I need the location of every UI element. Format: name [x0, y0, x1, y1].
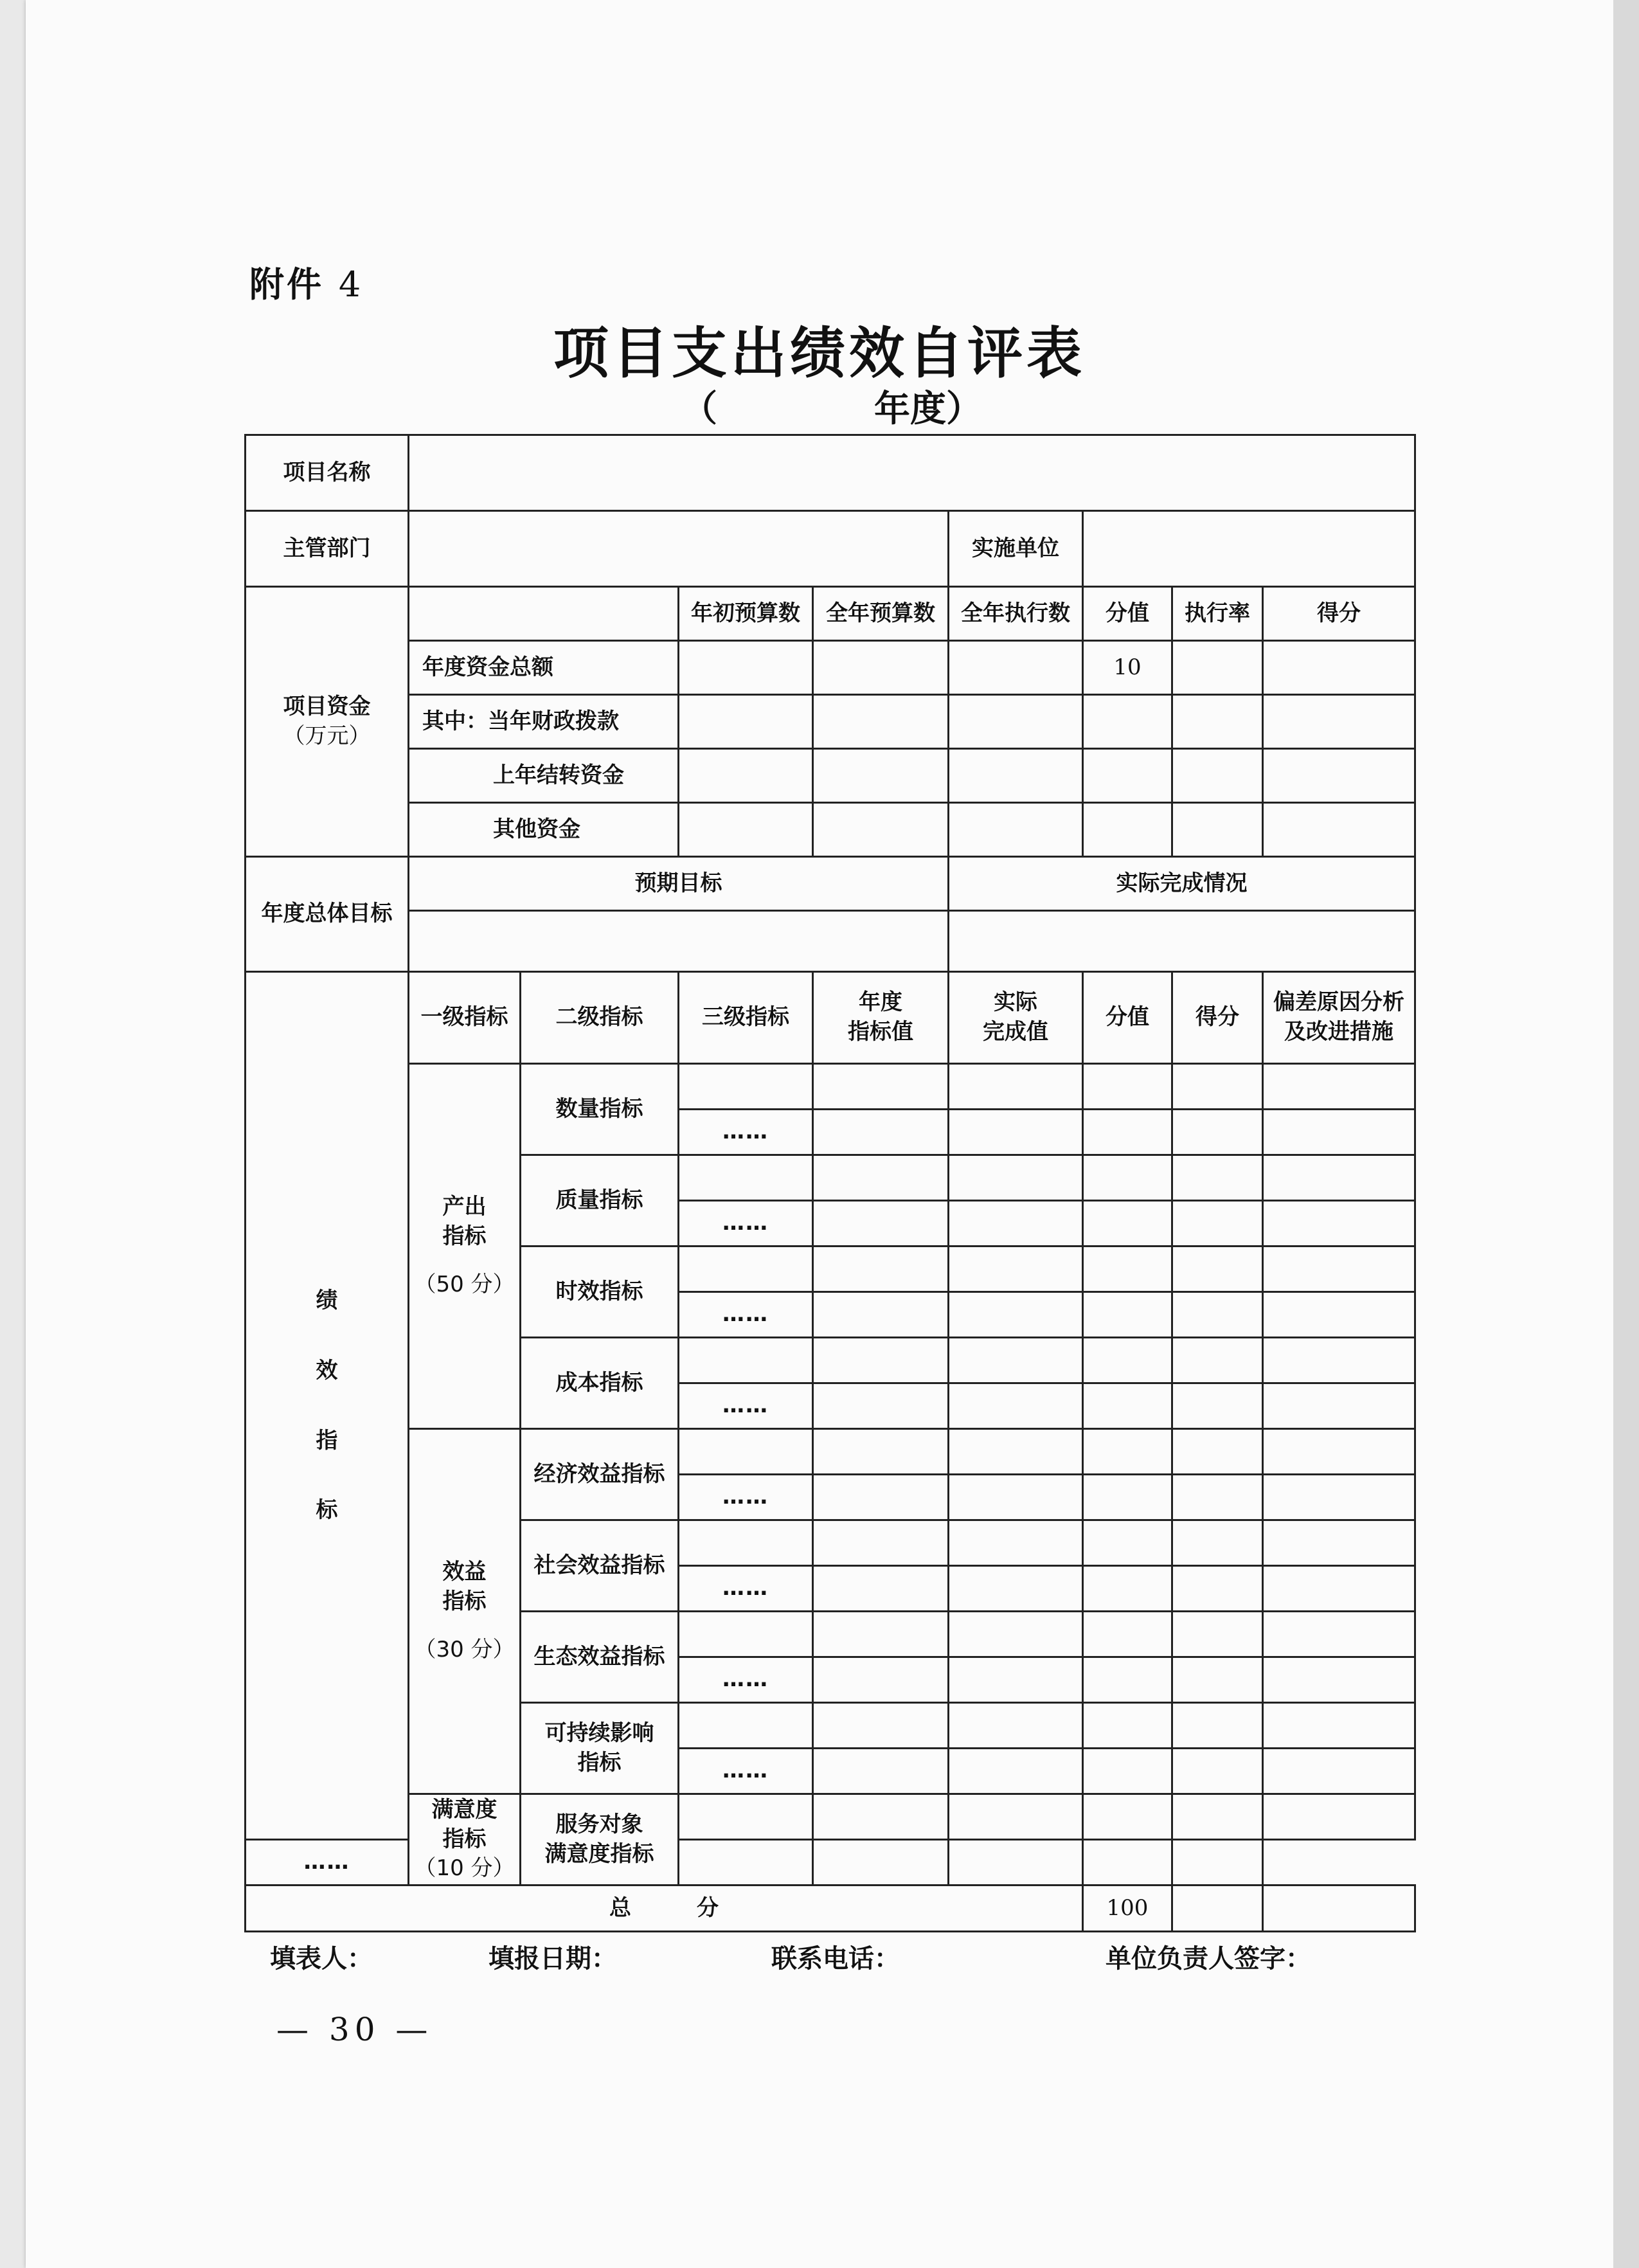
col-deviation: 偏差原因分析 及改进措施: [1263, 972, 1415, 1064]
cell[interactable]: [813, 1064, 949, 1110]
cell[interactable]: [1083, 1201, 1172, 1246]
cell[interactable]: [1263, 1794, 1415, 1840]
level3-cell[interactable]: [679, 1246, 813, 1292]
cell[interactable]: [1263, 1155, 1415, 1201]
cell[interactable]: [1083, 1475, 1172, 1520]
cell[interactable]: [949, 1110, 1083, 1155]
department-field[interactable]: [409, 511, 949, 587]
fund-cell[interactable]: [1083, 803, 1172, 857]
cell[interactable]: [1263, 1383, 1415, 1429]
fund-cell[interactable]: [679, 695, 813, 749]
level3-ellipsis: ……: [246, 1840, 409, 1886]
cell[interactable]: [1263, 1703, 1415, 1749]
satisfaction-indicators-label: 满意度 指标 （10 分）: [409, 1794, 521, 1886]
social-benefit-indicator: 社会效益指标: [521, 1520, 679, 1612]
cell[interactable]: [1172, 1201, 1263, 1246]
cell[interactable]: [1263, 1292, 1415, 1338]
fund-cell[interactable]: [813, 803, 949, 857]
cell[interactable]: [1083, 1429, 1172, 1475]
col-level3: 三级指标: [679, 972, 813, 1064]
fund-cell[interactable]: [679, 803, 813, 857]
cell[interactable]: [1083, 1703, 1172, 1749]
level3-cell[interactable]: [679, 1794, 813, 1840]
level3-cell[interactable]: [679, 1703, 813, 1749]
cell[interactable]: [1172, 1520, 1263, 1566]
cell[interactable]: [813, 1155, 949, 1201]
quality-indicator: 质量指标: [521, 1155, 679, 1246]
cell[interactable]: [813, 1794, 949, 1840]
cell[interactable]: [1263, 1246, 1415, 1292]
cell[interactable]: [949, 1383, 1083, 1429]
department-label: 主管部门: [246, 511, 409, 587]
cell[interactable]: [813, 1429, 949, 1475]
cell[interactable]: [949, 1749, 1083, 1794]
cell[interactable]: [1083, 1749, 1172, 1794]
quantity-indicator: 数量指标: [521, 1064, 679, 1155]
cell[interactable]: [1263, 1475, 1415, 1520]
cell[interactable]: [949, 1612, 1083, 1657]
cell[interactable]: [1083, 1520, 1172, 1566]
col-score: 得分: [1263, 587, 1415, 641]
cell[interactable]: [949, 1657, 1083, 1703]
col-ind-score: 得分: [1172, 972, 1263, 1064]
cell[interactable]: [1083, 1246, 1172, 1292]
attachment-number: 4: [338, 264, 364, 305]
total-score-value: 100: [1083, 1886, 1172, 1932]
fund-cell[interactable]: [1172, 641, 1263, 695]
page-title: 项目支出绩效自评表: [553, 321, 1086, 386]
level3-cell[interactable]: [679, 1520, 813, 1566]
cell[interactable]: [1083, 1292, 1172, 1338]
cell[interactable]: [1172, 1612, 1263, 1657]
cell[interactable]: [949, 1566, 1083, 1612]
cell[interactable]: [1263, 1612, 1415, 1657]
cell[interactable]: [1083, 1566, 1172, 1612]
fund-cell[interactable]: [1172, 695, 1263, 749]
cell[interactable]: [813, 1520, 949, 1566]
fund-total-score: 10: [1083, 641, 1172, 695]
fund-cell[interactable]: [1083, 695, 1172, 749]
level3-ellipsis: ……: [679, 1201, 813, 1246]
fund-row-other: 其他资金: [409, 803, 679, 857]
col-level1: 一级指标: [409, 972, 521, 1064]
fund-cell[interactable]: [1263, 641, 1415, 695]
cell[interactable]: [1263, 1520, 1415, 1566]
cell[interactable]: [1172, 1429, 1263, 1475]
year-label: 年度）: [874, 388, 982, 430]
col-annual-target: 年度 指标值: [813, 972, 949, 1064]
cell[interactable]: [1172, 1794, 1263, 1840]
cell[interactable]: [1172, 1110, 1263, 1155]
cell[interactable]: [1263, 1566, 1415, 1612]
fund-cell[interactable]: [1172, 803, 1263, 857]
ecological-benefit-indicator: 生态效益指标: [521, 1612, 679, 1703]
col-initial-budget: 年初预算数: [679, 587, 813, 641]
cell[interactable]: [949, 1292, 1083, 1338]
cell[interactable]: [949, 1064, 1083, 1110]
project-name-label: 项目名称: [246, 435, 409, 511]
economic-benefit-indicator: 经济效益指标: [521, 1429, 679, 1520]
cell[interactable]: [949, 1155, 1083, 1201]
cell[interactable]: [1172, 1749, 1263, 1794]
cell[interactable]: [679, 1840, 813, 1886]
col-score-value: 分值: [1083, 587, 1172, 641]
cell[interactable]: [1172, 1338, 1263, 1383]
cell[interactable]: [1263, 1110, 1415, 1155]
cell[interactable]: [1083, 1840, 1172, 1886]
cell[interactable]: [813, 1749, 949, 1794]
service-satisfaction-indicator: 服务对象 满意度指标: [521, 1794, 679, 1886]
output-indicators-label: 产出 指标 （50 分）: [409, 1064, 521, 1429]
cell[interactable]: [1263, 1429, 1415, 1475]
cell[interactable]: [1083, 1155, 1172, 1201]
cell[interactable]: [949, 1246, 1083, 1292]
cell[interactable]: [1083, 1657, 1172, 1703]
implementing-unit-label: 实施单位: [949, 511, 1083, 587]
total-score-cell[interactable]: [1263, 1886, 1415, 1932]
cell[interactable]: [813, 1475, 949, 1520]
cell[interactable]: [813, 1840, 949, 1886]
actual-completion-field[interactable]: [949, 911, 1415, 972]
cell[interactable]: [813, 1338, 949, 1383]
level3-ellipsis: ……: [679, 1110, 813, 1155]
fund-cell[interactable]: [813, 695, 949, 749]
cell[interactable]: [1263, 1657, 1415, 1703]
fund-row-total: 年度资金总额: [409, 641, 679, 695]
performance-indicators-label: 绩 效 指 标: [246, 972, 409, 1840]
cell[interactable]: [949, 1475, 1083, 1520]
cell[interactable]: [949, 1338, 1083, 1383]
fund-cell[interactable]: [813, 749, 949, 803]
level3-cell[interactable]: [679, 1612, 813, 1657]
total-score-label: 总 分: [246, 1886, 1083, 1932]
cell[interactable]: [1172, 1657, 1263, 1703]
cell[interactable]: [1263, 1749, 1415, 1794]
fund-cell[interactable]: [1263, 749, 1415, 803]
cell[interactable]: [813, 1657, 949, 1703]
cell[interactable]: [1172, 1475, 1263, 1520]
cell[interactable]: [1083, 1338, 1172, 1383]
cell[interactable]: [813, 1566, 949, 1612]
fund-row-fiscal: 其中：当年财政拨款: [409, 695, 679, 749]
project-funds-label: 项目资金 （万元）: [246, 587, 409, 857]
filler-label: 填表人：: [270, 1944, 373, 1974]
fund-cell[interactable]: [1263, 803, 1415, 857]
level3-cell[interactable]: [679, 1429, 813, 1475]
cell[interactable]: [1083, 1064, 1172, 1110]
cell[interactable]: [949, 1794, 1083, 1840]
cell[interactable]: [949, 1840, 1083, 1886]
cell[interactable]: [949, 1520, 1083, 1566]
col-ind-score-value: 分值: [1083, 972, 1172, 1064]
col-annual-execution: 全年执行数: [949, 587, 1083, 641]
fund-cell[interactable]: [679, 641, 813, 695]
signature-label: 单位负责人签字：: [1106, 1944, 1311, 1974]
cell[interactable]: [813, 1703, 949, 1749]
funds-header-blank: [409, 587, 679, 641]
annual-goal-label: 年度总体目标: [246, 857, 409, 972]
cell[interactable]: [1263, 1064, 1415, 1110]
fund-cell[interactable]: [949, 749, 1083, 803]
fund-cell[interactable]: [813, 641, 949, 695]
project-name-field[interactable]: [409, 435, 1415, 511]
cell[interactable]: [1172, 1292, 1263, 1338]
col-annual-budget: 全年预算数: [813, 587, 949, 641]
col-level2: 二级指标: [521, 972, 679, 1064]
cell[interactable]: [813, 1246, 949, 1292]
cell[interactable]: [1083, 1110, 1172, 1155]
fund-cell[interactable]: [949, 803, 1083, 857]
cell[interactable]: [1172, 1246, 1263, 1292]
fund-row-carryover: 上年结转资金: [409, 749, 679, 803]
form-footer: [244, 1938, 1414, 1977]
cell[interactable]: [949, 1429, 1083, 1475]
level3-cell[interactable]: [679, 1338, 813, 1383]
cell[interactable]: [1083, 1383, 1172, 1429]
expected-goal-header: 预期目标: [409, 857, 949, 911]
cell[interactable]: [1172, 1155, 1263, 1201]
fund-cell[interactable]: [1083, 749, 1172, 803]
implementing-unit-field[interactable]: [1083, 511, 1415, 587]
cell[interactable]: [1083, 1794, 1172, 1840]
fill-date-label: 填报日期：: [488, 1944, 617, 1974]
cell[interactable]: [949, 1703, 1083, 1749]
cell[interactable]: [949, 1201, 1083, 1246]
level3-cell[interactable]: [679, 1155, 813, 1201]
cell[interactable]: [1172, 1383, 1263, 1429]
level3-cell[interactable]: [679, 1064, 813, 1110]
cell[interactable]: [813, 1292, 949, 1338]
cell[interactable]: [813, 1612, 949, 1657]
phone-label: 联系电话：: [771, 1944, 900, 1974]
expected-goal-field[interactable]: [409, 911, 949, 972]
fund-cell[interactable]: [949, 641, 1083, 695]
attachment-label: 附件 4: [249, 264, 364, 305]
benefit-indicators-label: 效益 指标 （30 分）: [409, 1429, 521, 1794]
cell[interactable]: [813, 1201, 949, 1246]
fund-cell[interactable]: [679, 749, 813, 803]
fund-cell[interactable]: [1263, 695, 1415, 749]
col-execution-rate: 执行率: [1172, 587, 1263, 641]
fund-cell[interactable]: [1172, 749, 1263, 803]
level3-ellipsis: ……: [679, 1566, 813, 1612]
level3-ellipsis: ……: [679, 1749, 813, 1794]
page-number: — 30 —: [276, 2011, 433, 2048]
cell[interactable]: [1172, 1064, 1263, 1110]
fund-cell[interactable]: [949, 695, 1083, 749]
actual-completion-header: 实际完成情况: [949, 857, 1415, 911]
cell[interactable]: [1263, 1201, 1415, 1246]
total-score-cell[interactable]: [1172, 1886, 1263, 1932]
self-evaluation-table: [244, 434, 1416, 1932]
level3-ellipsis: ……: [679, 1475, 813, 1520]
timeliness-indicator: 时效指标: [521, 1246, 679, 1338]
cell[interactable]: [813, 1383, 949, 1429]
cost-indicator: 成本指标: [521, 1338, 679, 1429]
cell[interactable]: [1083, 1612, 1172, 1657]
level3-ellipsis: ……: [679, 1383, 813, 1429]
cell[interactable]: [813, 1110, 949, 1155]
level3-ellipsis: ……: [679, 1657, 813, 1703]
cell[interactable]: [1172, 1840, 1263, 1886]
cell[interactable]: [1172, 1566, 1263, 1612]
level3-ellipsis: ……: [679, 1292, 813, 1338]
cell[interactable]: [1263, 1338, 1415, 1383]
col-actual-value: 实际 完成值: [949, 972, 1083, 1064]
sustainability-indicator: 可持续影响 指标: [521, 1703, 679, 1794]
cell[interactable]: [1172, 1703, 1263, 1749]
